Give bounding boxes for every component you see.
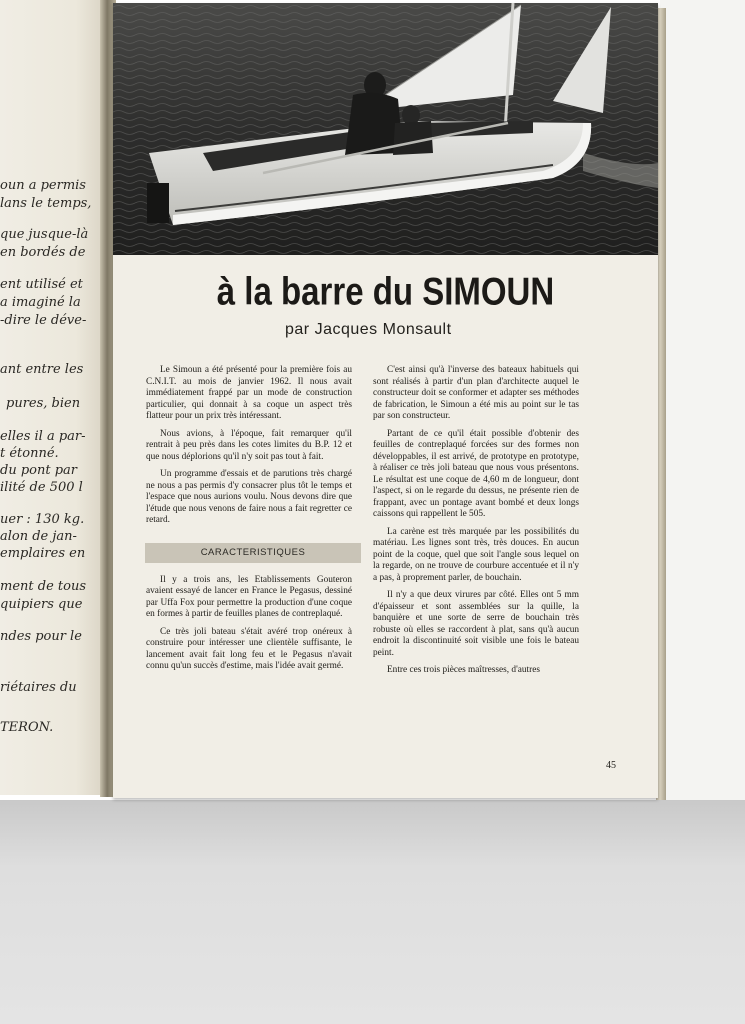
left-page-line: emplaires en <box>0 546 86 561</box>
facing-left-page <box>0 0 108 795</box>
left-page-line: du pont par <box>0 463 77 478</box>
page-number: 45 <box>606 760 616 771</box>
paragraph: Il y a trois ans, les Etablissements Gouteron avaient essayé de lancer en France le Pegasus, dessiné par Uffa Fox pour permettre la production d'une coque en formes à partir de feuilles planes de contreplaqué. <box>146 574 352 619</box>
left-page-line: en bordés de <box>0 245 86 260</box>
left-page-line: uer : 130 kg. <box>0 512 85 527</box>
left-page-line: que jusque-là <box>0 227 89 242</box>
paragraph: Ce très joli bateau s'était avéré trop onéreux à construire pour intéresser une clientèle suffisante, le lancement avait fait long feu et le Pegasus n'avait connu qu'un succès d'estime, mais l'idée avait germé. <box>146 626 352 671</box>
left-page-line: ilité de 500 l <box>0 480 83 495</box>
left-page-line: a imaginé la <box>0 295 81 310</box>
paragraph: Un programme d'essais et de parutions très chargé ne nous a pas permis d'y consacrer plus tôt le temps et l'espace que nous aurions voulu. Nous devons dire que l'étude que nous venons de faire nous a fait regretter ce retard. <box>146 469 352 525</box>
left-page-line: ment de tous <box>0 579 86 594</box>
article-author: par Jacques Monsault <box>285 321 452 338</box>
paragraph: Entre ces trois pièces maîtresses, d'autres <box>387 665 540 675</box>
article-column-left <box>146 365 352 679</box>
paragraph: Partant de ce qu'il était possible d'obtenir des feuilles de contreplaqué forcées sur des formes non développables, il est arrivé, de prototype en prototype, à réaliser ce très joli bateau que nous vous présentons. Le résultat est une coque de 4,60 m de longueur, dont l'aspect, si on le regarde du dessus, ne présente rien de frappant, avec un pontage avant bombé et deux longs caissons qui rappellent le 505. <box>373 428 579 519</box>
left-page-line: ndes pour le <box>0 629 82 644</box>
paragraph: La carène est très marquée par les possibilités du matériau. Les lignes sont très, très douces. En aucun point de la coque, quel que soit l'angle sous lequel on la regarde, on ne trouve de courbure accentuée et il n'y a pas, à proprement parler, de bouchain. <box>373 526 579 583</box>
scanner-background <box>0 800 745 1024</box>
section-heading: CARACTERISTIQUES <box>145 543 361 563</box>
paragraph: Le Simoun a été présenté pour la première fois au C.N.I.T. au mois de janvier 1962. Il nous avait immédiatement frappé par un mode de construction particulier, qui donnait à sa coque un aspect très flatteur pour un prix très intéressant. <box>146 365 352 421</box>
paragraph: Il n'y a que deux virures par côté. Elles ont 5 mm d'épaisseur et sont assemblées sur la quille, la banquière et une sorte de serre de bouchain très robuste où elles se raccordent à plat, sans qu'à aucun endroit la discontinuité soit visible une fois le bateau peint. <box>373 590 579 658</box>
left-page-line: alon de jan- <box>0 529 77 544</box>
article-column-right <box>373 365 579 683</box>
left-page-line: lans le temps, <box>0 196 92 211</box>
paragraph: Nous avions, à l'époque, fait remarquer qu'il rentrait à peu près dans les cotes limites du B.P. 12 et que nous déplorions qu'il n'y soit pas tout à fait. <box>146 428 352 462</box>
sailboat-photo <box>113 3 658 255</box>
left-page-line: ant entre les <box>0 362 84 377</box>
left-page-line: TERON. <box>0 720 54 735</box>
left-page-line: pures, bien <box>6 396 81 411</box>
left-page-line: -dire le déve- <box>0 313 87 328</box>
magazine-page <box>113 3 658 798</box>
left-page-line: elles il a par- <box>0 429 86 444</box>
scanner-background-right <box>660 0 745 800</box>
left-page-line: oun a permis <box>0 178 86 193</box>
paragraph: C'est ainsi qu'à l'inverse des bateaux habituels qui sont réalisés à partir d'un plan d'architecte auquel le constructeur doit se conformer et adapter ses méthodes de fabrication, le Simoun a été mis au point sur le tas par son constructeur. <box>373 365 579 421</box>
left-page-line: riétaires du <box>0 680 77 695</box>
article-title: à la barre du SIMOUN <box>216 269 555 313</box>
left-page-line: quipiers que <box>0 597 83 612</box>
left-page-line: ent utilisé et <box>0 277 83 292</box>
left-page-line: t étonné. <box>0 446 59 461</box>
